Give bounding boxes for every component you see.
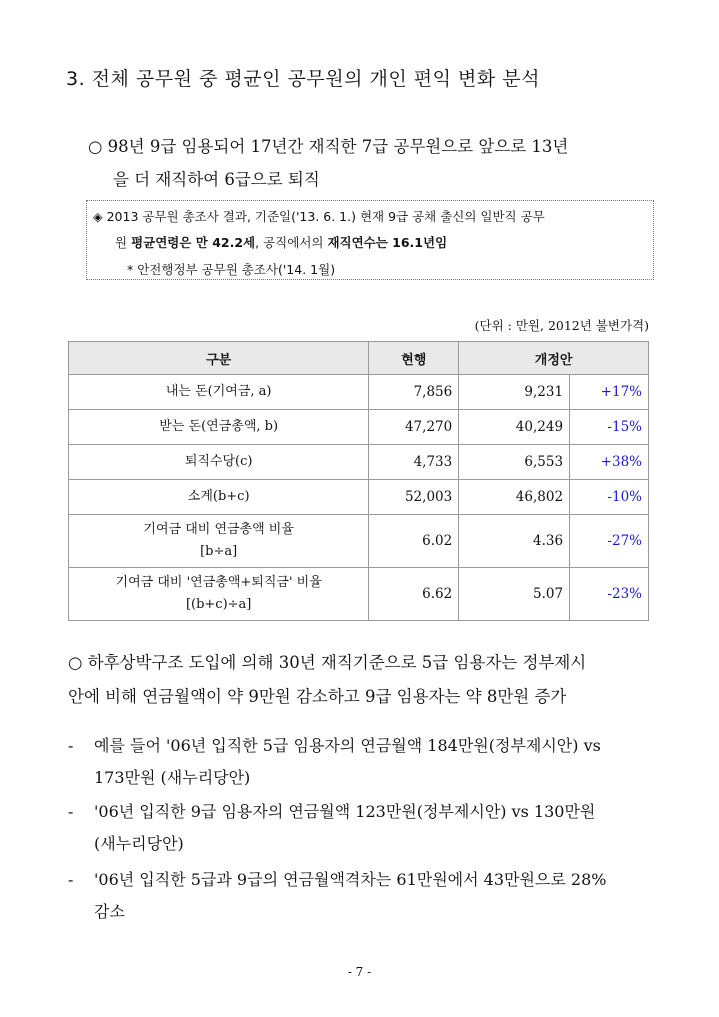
row-label-text: 받는 돈(연금총액, b) [159, 419, 279, 434]
dash-item [68, 864, 658, 928]
bullet2-line1: ○ 하후상박구조 도입에 의해 30년 재직기준으로 5급 임용자는 정부제시 [68, 653, 587, 672]
table-row [69, 445, 649, 480]
current-value: 47,270 [369, 410, 459, 445]
avg-age-text: 평균연령은 만 42.2세 [131, 235, 256, 250]
current-value: 6.02 [369, 515, 459, 568]
change-percent: -23% [570, 568, 649, 621]
row-label [69, 410, 369, 445]
row-label [69, 515, 369, 568]
row-label [69, 375, 369, 410]
revised-value: 40,249 [459, 410, 570, 445]
dash-item-line1: '06년 입직한 9급 임용자의 연금월액 123만원(정부제시안) vs 130만원 [94, 802, 596, 821]
bullet1-line1: 98년 9급 임용되어 17년간 재직한 7급 공무원으로 앞으로 13년 [107, 137, 569, 156]
dash-item [68, 730, 658, 794]
change-percent: +38% [570, 445, 649, 480]
pension-comparison-table [68, 341, 649, 621]
change-percent: -27% [570, 515, 649, 568]
table-row [69, 480, 649, 515]
current-value: 4,733 [369, 445, 459, 480]
summary-source-note: * 안전행정부 공무원 총조사('14. 1월) [127, 262, 336, 277]
change-percent: -15% [570, 410, 649, 445]
bullet-paragraph-2 [68, 646, 658, 714]
unit-note: (단위 : 만원, 2012년 불변가격) [474, 318, 649, 333]
dash-item-line2: (새누리당안) [94, 834, 184, 853]
revised-value: 5.07 [459, 568, 570, 621]
revised-value: 4.36 [459, 515, 570, 568]
dash-item-line2: 173만원 (새누리당안) [94, 768, 251, 787]
row-label [69, 480, 369, 515]
revised-value: 46,802 [459, 480, 570, 515]
table-row [69, 410, 649, 445]
service-years-text: 재직연수는 16.1년임 [327, 235, 448, 250]
section-heading: 3. 전체 공무원 중 평균인 공무원의 개인 편익 변화 분석 [66, 68, 540, 90]
summary-line1: 2013 공무원 총조사 결과, 기준일('13. 6. 1.) 현재 9급 공채 출신의 일반직 공무 [106, 209, 545, 224]
row-label [69, 445, 369, 480]
page-number: - 7 - [347, 965, 372, 979]
row-label-text: 소계(b+c) [187, 489, 250, 504]
row-label-formula: [(b+c)÷a] [185, 597, 252, 612]
current-value: 6.62 [369, 568, 459, 621]
header-category: 구분 [69, 342, 369, 375]
summary-box [86, 200, 654, 280]
table-header-row [69, 342, 649, 375]
dash-marker: - [68, 870, 74, 889]
row-label-text: 퇴직수당(c) [184, 454, 253, 469]
bullet1-line2: 을 더 재직하여 6급으로 퇴직 [113, 170, 320, 189]
header-current: 현행 [369, 342, 459, 375]
table-row [69, 515, 649, 568]
bullet2-line2: 안에 비해 연금월액이 약 9만원 감소하고 9급 임용자는 약 8만원 증가 [68, 687, 567, 706]
row-label-formula: [b÷a] [200, 544, 238, 559]
circle-bullet-icon: ○ [88, 137, 103, 156]
dash-item [68, 796, 658, 860]
row-label-text: 기여금 대비 연금총액 비율 [143, 522, 294, 537]
dash-item-line1: '06년 입직한 5급과 9급의 연금월액격차는 61만원에서 43만원으로 28% [94, 870, 607, 889]
dash-item-line2: 감소 [94, 902, 125, 921]
dash-marker: - [68, 736, 74, 755]
current-value: 7,856 [369, 375, 459, 410]
header-revised: 개정안 [459, 342, 649, 375]
table-row [69, 375, 649, 410]
change-percent: -10% [570, 480, 649, 515]
row-label-text: 기여금 대비 '연금총액+퇴직금' 비율 [115, 575, 322, 590]
table-row [69, 568, 649, 621]
dash-item-line1: 예를 들어 '06년 입직한 5급 임용자의 연금월액 184만원(정부제시안) vs [94, 736, 601, 755]
row-label-text: 내는 돈(기여금, a) [165, 384, 272, 399]
summary-line2: 원 평균연령은 만 42.2세, 공직에서의 재직연수는 16.1년임 [115, 235, 448, 250]
row-label [69, 568, 369, 621]
current-value: 52,003 [369, 480, 459, 515]
change-percent: +17% [570, 375, 649, 410]
revised-value: 9,231 [459, 375, 570, 410]
revised-value: 6,553 [459, 445, 570, 480]
diamond-bullet-icon: ◈ [93, 209, 103, 224]
dash-marker: - [68, 802, 74, 821]
bullet-paragraph-1 [88, 130, 678, 196]
